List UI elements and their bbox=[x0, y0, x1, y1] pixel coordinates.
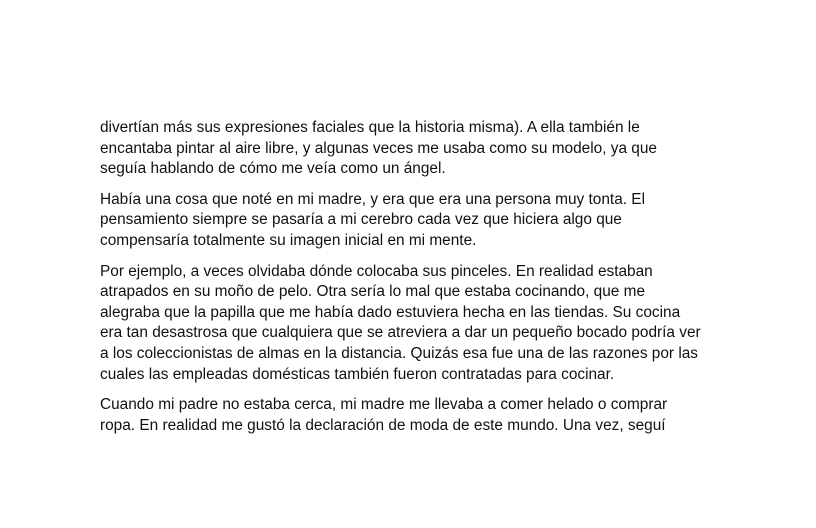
text-line: era tan desastrosa que cualquiera que se atreviera a dar un pequeño bocado podría ver bbox=[100, 324, 701, 342]
text-line: divertían más sus expresiones faciales que la historia misma). A ella también le bbox=[100, 119, 640, 136]
paragraph-3 bbox=[100, 262, 740, 386]
text-line: Por ejemplo, a veces olvidaba dónde colocaba sus pinceles. En realidad estaban bbox=[100, 262, 653, 280]
text-line: atrapados en su moño de pelo. Otra sería lo mal que estaba cocinando, que me bbox=[100, 283, 645, 301]
text-line: Había una cosa que noté en mi madre, y era que era una persona muy tonta. El bbox=[100, 190, 645, 208]
paragraph-2 bbox=[100, 190, 740, 252]
text-line: Cuando mi padre no estaba cerca, mi madre me llevaba a comer helado o comprar bbox=[100, 396, 668, 414]
paragraph-4 bbox=[100, 395, 740, 436]
text-line: encantaba pintar al aire libre, y algunas veces me usaba como su modelo, ya que bbox=[100, 139, 657, 157]
text-line: seguía hablando de cómo me veía como un ángel. bbox=[100, 160, 446, 178]
text-line: a los coleccionistas de almas en la distancia. Quizás esa fue una de las razones por las bbox=[100, 344, 699, 362]
body-text bbox=[100, 118, 740, 446]
text-line: cuales las empleadas domésticas también fueron contratadas para cocinar. bbox=[100, 365, 615, 383]
text-line: compensaría totalmente su imagen inicial en mi mente. bbox=[100, 231, 477, 249]
text-line: ropa. En realidad me gustó la declaración de moda de este mundo. Una vez, seguí bbox=[100, 416, 666, 434]
paragraph-1 bbox=[100, 118, 740, 180]
text-line: alegraba que la papilla que me había dado estuviera hecha en las tiendas. Su cocina bbox=[100, 303, 681, 321]
text-line: pensamiento siempre se pasaría a mi cerebro cada vez que hiciera algo que bbox=[100, 211, 622, 229]
